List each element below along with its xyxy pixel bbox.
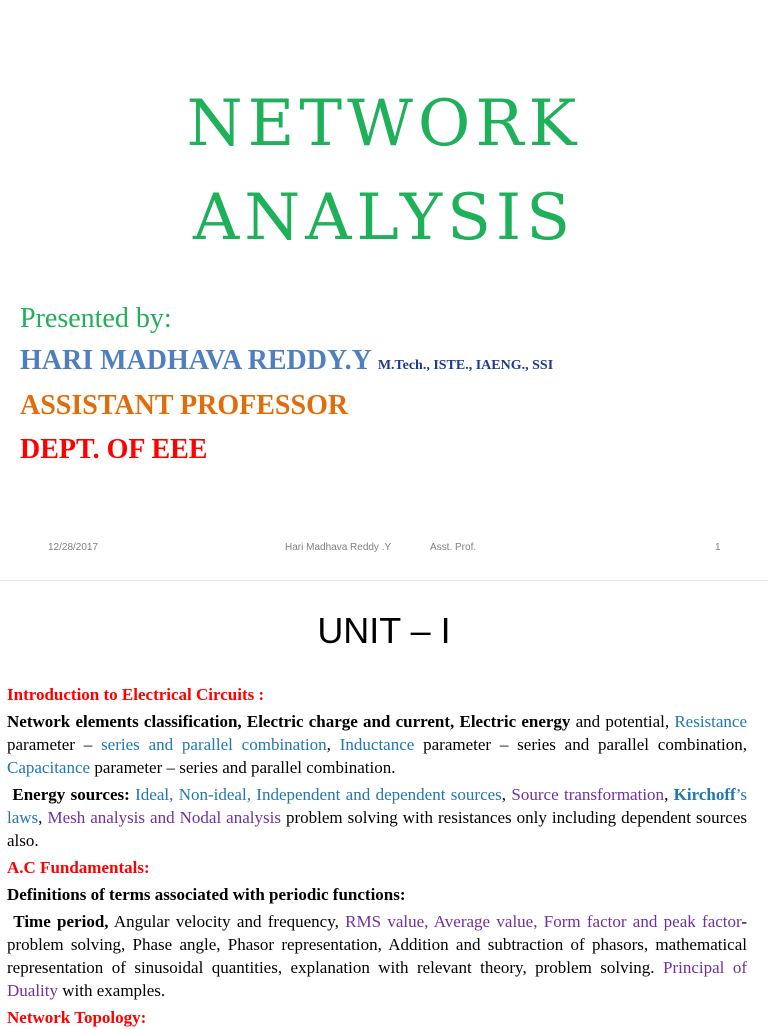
text: , [326, 735, 340, 754]
section-heading-topology: Network Topology: [7, 1008, 147, 1027]
title-line-1: NETWORK [186, 87, 582, 161]
text-highlight: Principal of Duality [7, 958, 747, 1000]
title-line-2: ANALYSIS [192, 181, 576, 255]
presenter-name: HARI MADHAVA REDDY.Y [20, 345, 371, 376]
presenter-qualifications: M.Tech., ISTE., IAENG., SSI [377, 358, 554, 373]
section-heading-ac: A.C Fundamentals: [7, 858, 150, 877]
text-highlight: series and parallel combination [101, 735, 327, 754]
footer-date: 12/28/2017 [48, 542, 99, 553]
footer-role: Asst. Prof. [430, 542, 477, 553]
definitions-heading: Definitions of terms associated with periodic functions: [7, 885, 406, 904]
text: , [38, 808, 48, 827]
text: problem solving with resistances only including dependent sources also. [7, 808, 748, 850]
presenter-line [20, 345, 553, 377]
paragraph-time-period [7, 910, 747, 1002]
text: , [664, 785, 669, 804]
text-highlight: Resistance [674, 712, 748, 731]
footer-name: Hari Madhava Reddy .Y [285, 542, 392, 553]
text: and potential, [570, 712, 675, 731]
text: parameter – series and parallel combination, [414, 735, 748, 754]
text-bold: Energy sources: [12, 785, 130, 804]
text: - problem solving, Phase angle, Phasor representation, Addition and subtraction of phasors, mathematical representation of sinusoidal quantities, explanation with relevant theory, problem solving. [7, 912, 747, 977]
text-highlight: Ideal, Non-ideal, Independent and dependent sources [135, 785, 502, 804]
presented-by-label: Presented by: [20, 303, 172, 334]
presenter-role: ASSISTANT PROFESSOR [20, 390, 349, 421]
footer-page-number: 1 [715, 542, 721, 553]
text-highlight: ’s laws [7, 785, 748, 827]
text-bold: Network elements classification, Electric charge and current, Electric energy [7, 712, 571, 731]
section-heading-intro: Introduction to Electrical Circuits : [7, 685, 265, 704]
slide-divider [0, 580, 768, 581]
paragraph-network-elements [7, 710, 747, 779]
paragraph-energy-sources [7, 783, 747, 852]
text-highlight: Inductance [339, 735, 415, 754]
syllabus-content [7, 683, 747, 1029]
text-highlight: Source transformation [511, 785, 665, 804]
text: Angular velocity and frequency, [108, 912, 346, 931]
text-highlight: RMS value, Average value, Form factor and peak factor [345, 912, 742, 931]
text: with examples. [58, 981, 166, 1000]
unit-title: UNIT – I [317, 610, 451, 651]
presenter-dept: DEPT. OF EEE [20, 434, 208, 465]
text: parameter – [7, 735, 102, 754]
text-highlight: Kirchoff [673, 785, 736, 804]
text-highlight: Capacitance [7, 758, 91, 777]
text-bold: Time period, [13, 912, 109, 931]
text: parameter – series and parallel combination. [90, 758, 396, 777]
text-highlight: Mesh analysis and Nodal analysis [47, 808, 281, 827]
text: , [501, 785, 512, 804]
